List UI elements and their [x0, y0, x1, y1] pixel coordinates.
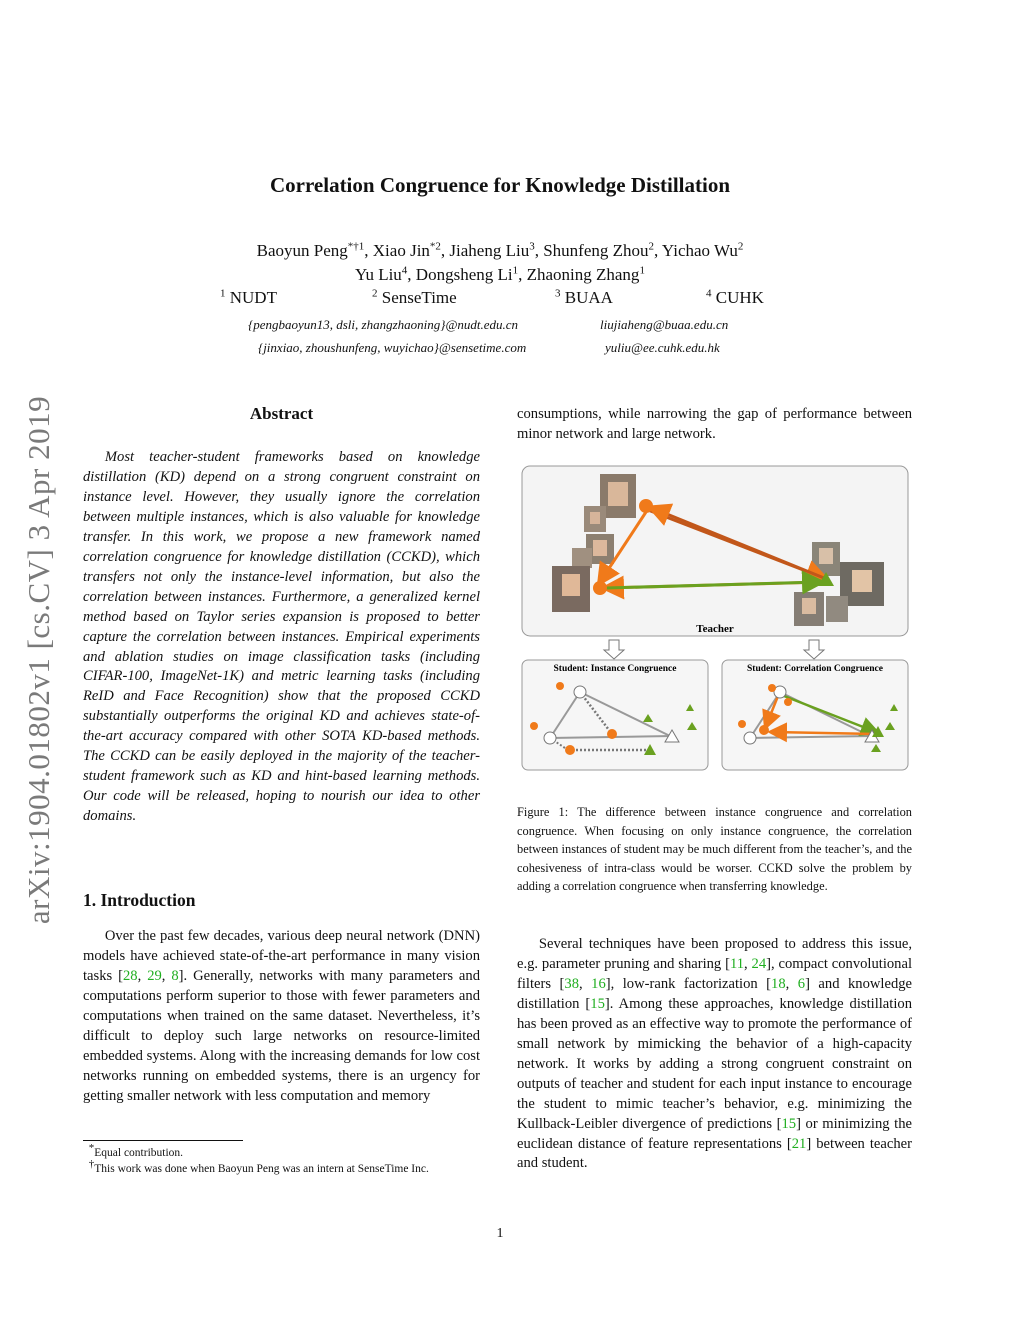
author-sup: 1 [639, 264, 645, 277]
author: Yu Liu [355, 265, 402, 284]
abstract-heading: Abstract [249, 404, 314, 423]
figure-1-diagram [520, 464, 910, 774]
figure-caption: Figure 1: The difference between instance congruence and correlation congruence. When focusing on only instance congruence, the correlation between instances of student may be much different from the teacher’s, and the cohesiveness of intra-class would be worser. CCKD solve the problem by adding a correlation congruence when transferring knowledge. [517, 805, 912, 894]
email-buaa: liujiaheng@buaa.edu.cn [600, 317, 729, 332]
text-run: , [579, 975, 592, 992]
teacher-node-orange [639, 499, 653, 513]
author: Xiao Jin [372, 241, 430, 260]
affiliation-name: CUHK [715, 288, 764, 307]
author-sup: *2 [429, 240, 441, 253]
paper-title: Correlation Congruence for Knowledge Distillation [269, 173, 731, 197]
citation-link[interactable]: 8 [171, 967, 179, 984]
footnote-rule [83, 1140, 243, 1141]
citation-link[interactable]: 24 [751, 955, 767, 972]
text-run: ] and knowledge distillation [ [517, 975, 913, 1012]
author-sup: 4 [401, 264, 408, 277]
footnote-mark: * [88, 1142, 95, 1155]
student-correlation-label: Student: Correlation Congruence [747, 664, 883, 674]
text-run: Several techniques have been proposed to address this issue, e.g. parameter pruning and sharing [ [517, 936, 912, 972]
text-run: , [161, 967, 172, 984]
author-sup: 2 [648, 240, 655, 253]
teacher-label: Teacher [696, 623, 734, 635]
arxiv-stamp-text: arXiv:1904.01802v1 [cs.CV] 3 Apr 2019 [21, 395, 56, 925]
affiliation [372, 288, 457, 308]
citation-link[interactable]: 18 [771, 975, 786, 992]
citation-link[interactable]: 6 [797, 975, 806, 992]
intro-heading: 1. Introduction [83, 890, 196, 910]
arxiv-stamp [18, 380, 60, 940]
author: Zhaoning Zhang [526, 265, 640, 284]
intro-paragraph [83, 927, 480, 1107]
author: Jiaheng Liu [449, 241, 530, 260]
text-run: , [785, 975, 798, 992]
text-run: , [744, 955, 752, 972]
figure-1 [520, 464, 910, 774]
down-arrow-icon [804, 640, 824, 659]
text-run: Over the past few decades, various deep neural network (DNN) models have achieved state-of-the-art performance in many vision tasks [ [83, 928, 480, 984]
footnote-1 [83, 1142, 480, 1161]
affiliation-num: 1 [220, 287, 226, 300]
citation-link[interactable]: 15 [781, 1115, 797, 1132]
author-sup: 1 [512, 264, 519, 277]
affiliation-name: SenseTime [381, 288, 457, 307]
author-line-2: Yu Liu$^4$, Dongsheng Li$^1$, Zhaoning Zhang$^1$ [355, 264, 645, 284]
author: Yichao Wu [661, 241, 738, 260]
text-run: ], low-rank factorization [ [605, 975, 772, 992]
affiliation-num: 3 [555, 287, 561, 300]
right-paragraph [517, 935, 912, 1174]
affiliation [555, 288, 613, 308]
citation-link[interactable]: 16 [591, 975, 606, 992]
citation-link[interactable]: 38 [564, 975, 579, 992]
citation-link[interactable]: 15 [590, 995, 605, 1012]
text-run: , [137, 967, 148, 984]
affiliation [220, 288, 277, 308]
author-line-1: Baoyun Peng$^{*\dagger 1}$, Xiao Jin$^{*2}$, Jiaheng Liu$^3$, Shunfeng Zhou$^2$, Yichao Wu$^2$ [256, 240, 744, 260]
student-instance-label: Student: Instance Congruence [553, 664, 677, 674]
text-run: ]. Generally, networks with many parameters and computations perform superior to those with fewer parameters and computations when trained on the same dataset. Nevertheless, it’s difficult to deploy such large networks on resource-limited embedded systems. Along with the increasing demands for low cost networks running on embedded systems, there is an urgency for getting smaller network with less computation and memory [83, 967, 481, 1104]
text-run: ]. Among these approaches, knowledge distillation has been proved as an effective way to promote the performance of small network by mimicking the behavior of a high-capacity network. It works by adding a strong congruent constraint on outputs of teacher and student for each input instance to encourage the student to mimic teacher’s behavior, e.g. minimizing the Kullback-Leibler divergence of predictions [ [517, 995, 912, 1132]
text-run: ] between teacher and student. [517, 1135, 912, 1172]
author: Shunfeng Zhou [543, 241, 649, 260]
citation-link[interactable]: 11 [729, 955, 745, 972]
citation-link[interactable]: 21 [791, 1135, 807, 1152]
teacher-node-orange [593, 581, 607, 595]
intro-continuation: consumptions, while narrowing the gap of performance between minor network and large network. [517, 406, 912, 442]
footnote-text: This work was done when Baoyun Peng was an intern at SenseTime Inc. [94, 1163, 429, 1175]
footnote-text: Equal contribution. [94, 1147, 184, 1159]
page-number: 1 [496, 1226, 504, 1241]
email-nudt: {pengbaoyun13, dsli, zhangzhaoning}@nudt.edu.cn [248, 317, 519, 332]
author-sup: *†1 [347, 240, 365, 253]
text-run: ] or minimizing the euclidean distance of feature representations [ [517, 1115, 912, 1152]
citation-link[interactable]: 28 [123, 967, 138, 984]
author-sup: 2 [737, 240, 744, 253]
affiliation-name: BUAA [564, 288, 613, 307]
down-arrow-icon [604, 640, 624, 659]
student-instance-panel [522, 660, 708, 770]
footnote-mark: † [88, 1158, 95, 1171]
citation-link[interactable]: 29 [147, 967, 162, 984]
text-run: ], compact convolutional filters [ [517, 955, 913, 992]
footnote-2 [83, 1158, 480, 1177]
email-cuhk: yuliu@ee.cuhk.edu.hk [605, 340, 720, 355]
author: Baoyun Peng [256, 241, 348, 260]
student-correlation-panel [722, 660, 908, 770]
email-sensetime: {jinxiao, zhoushunfeng, wuyichao}@sensetime.com [258, 340, 527, 355]
affiliation-num: 2 [372, 287, 378, 300]
author: Dongsheng Li [415, 265, 513, 284]
author-sup: 3 [529, 240, 535, 253]
affiliation [706, 288, 764, 308]
abstract-text: Most teacher-student frameworks based on knowledge distillation (KD) depend on a strong congruent constraint on instance level. However, they usually ignore the correlation between multiple instances, which is also valuable for knowledge transfer. In this work, we propose a new framework named correlation congruence for knowledge distillation (CCKD), which transfers not only the instance-level information, but also the correlation between instances. Furthermore, a generalized kernel method based on Taylor series expansion is proposed to better capture the correlation between instances. Empirical experiments and ablation studies on image classification tasks (including CIFAR-100, ImageNet-1K) and metric learning tasks (including ReID and Face Recognition) show that the proposed CCKD substantially outperforms the original KD and achieves state-of-the-art accuracy compared with other SOTA KD-based methods. The CCKD can be easily deployed in the majority of the teacher-student framework such as KD and hint-based learning methods. Our code will be released, hoping to nourish our idea to other domains. [83, 449, 480, 825]
affiliation-num: 4 [706, 287, 712, 300]
affiliation-name: NUDT [229, 288, 277, 307]
abstract-body [83, 448, 480, 827]
